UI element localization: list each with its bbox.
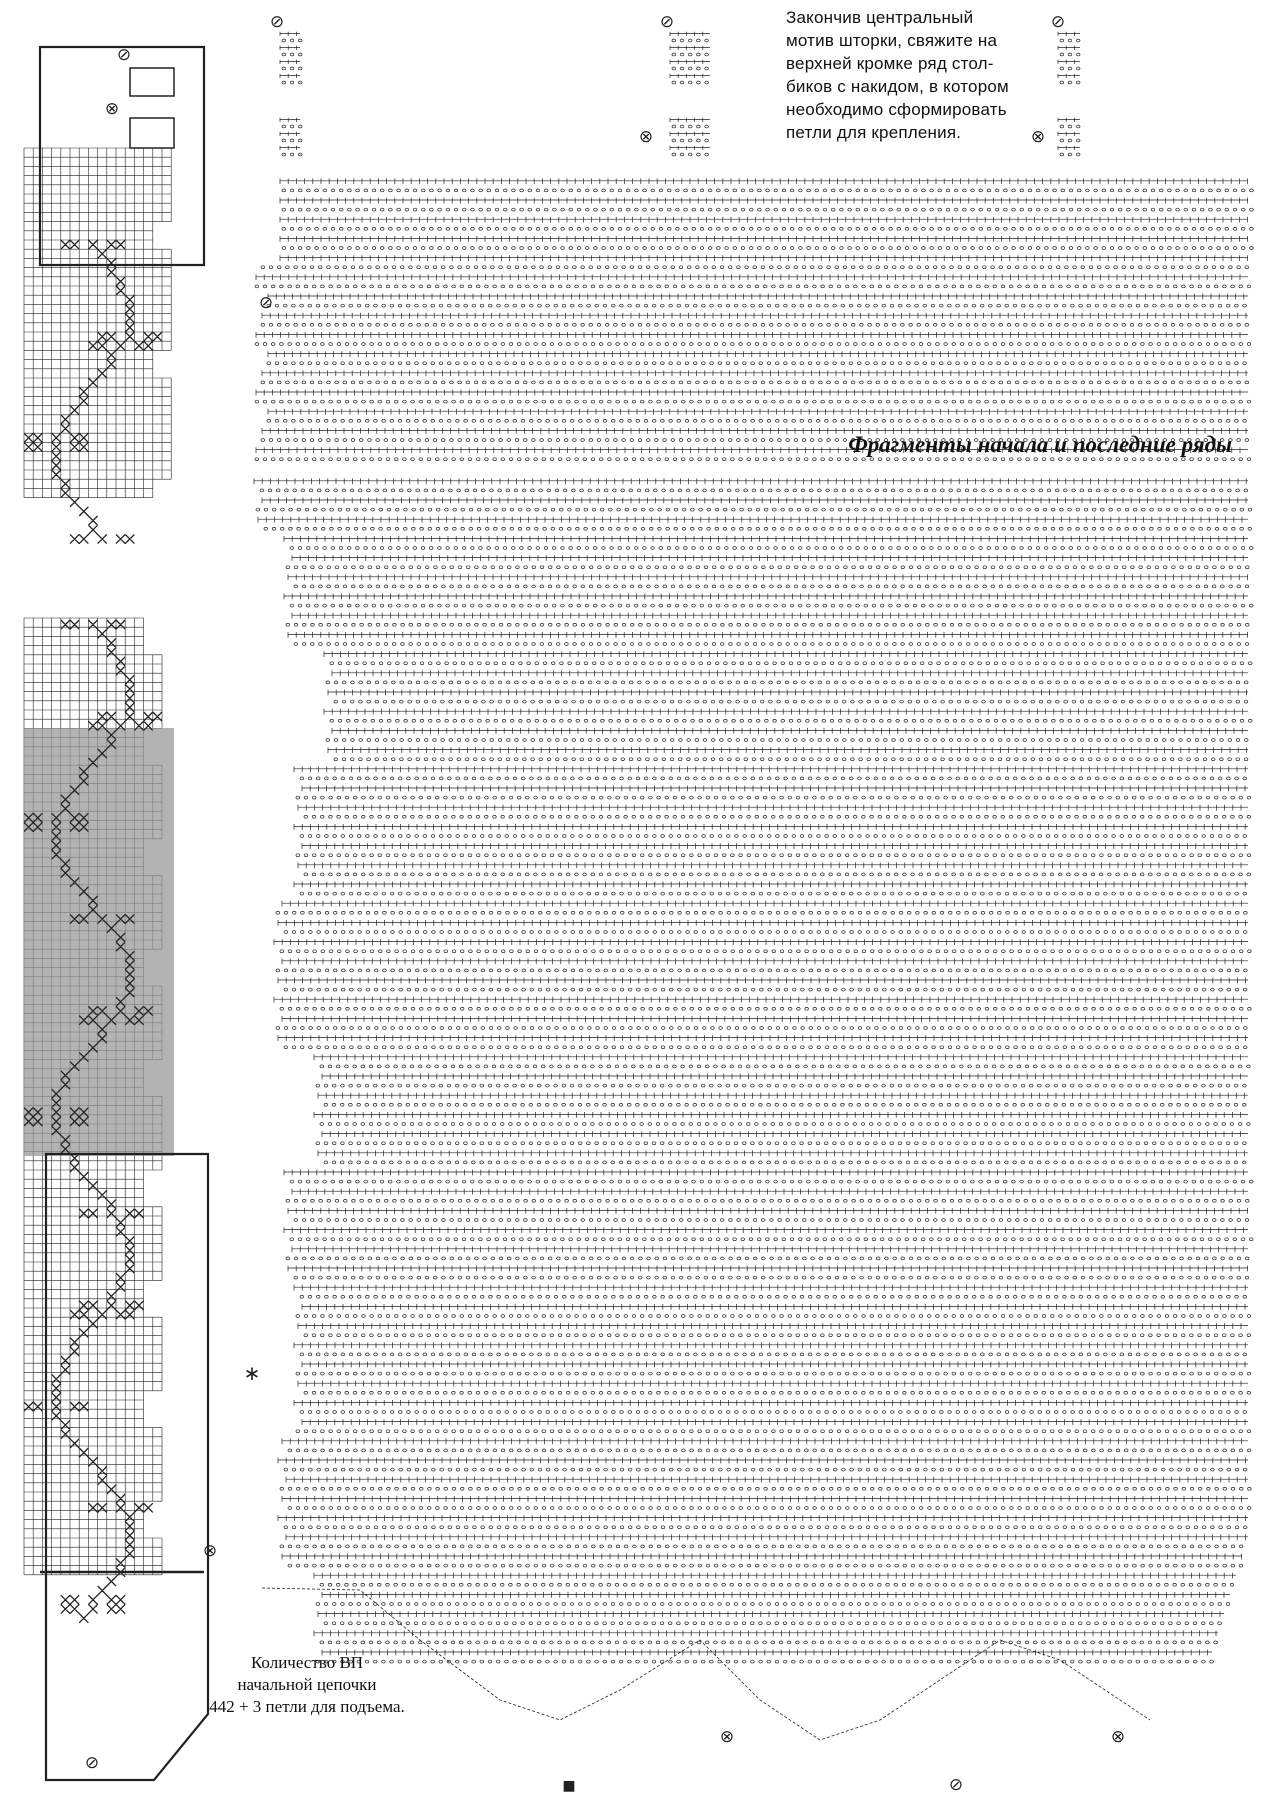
note-line: Закончив центральный xyxy=(786,8,974,27)
header-column-left xyxy=(280,32,302,84)
section-heading: Фрагменты начала и последние ряды xyxy=(848,432,1232,457)
end-marker-symbol: ■ xyxy=(562,1778,576,1794)
repeat-frame-top xyxy=(40,47,204,265)
strip-header-block xyxy=(130,118,174,148)
start-symbol: ⊘ xyxy=(269,12,285,32)
join-symbol: ⊗ xyxy=(719,1727,735,1747)
start-symbol: ⊘ xyxy=(948,1775,964,1795)
instruction-note xyxy=(786,6,1036,144)
vine-motif-top xyxy=(24,240,162,544)
caption-line: Количество ВП xyxy=(250,1653,364,1672)
note-line: мотив шторки, свяжите на xyxy=(786,31,998,50)
header-column-mid-lower xyxy=(670,118,710,156)
start-symbol: ⊘ xyxy=(84,1753,100,1773)
shaded-repeat-area xyxy=(24,728,174,1156)
join-symbol: ⊗ xyxy=(1110,1727,1126,1747)
join-symbol: ⊗ xyxy=(104,99,120,119)
join-symbol: ⊗ xyxy=(638,127,654,147)
chain-count-caption xyxy=(176,1652,438,1718)
join-symbol: ⊗ xyxy=(202,1541,218,1561)
note-line: петли для крепления. xyxy=(786,123,962,142)
note-line: биков с накидом, в котором xyxy=(786,77,1009,96)
start-symbol: ⊘ xyxy=(258,293,274,313)
start-symbol: ⊘ xyxy=(116,45,132,65)
header-column-mid xyxy=(670,32,710,84)
header-column-left-lower xyxy=(280,118,302,156)
upper-chart-rows xyxy=(255,178,1253,460)
start-symbol: ⊘ xyxy=(659,12,675,32)
note-line: верхней кромке ряд стол- xyxy=(786,54,994,73)
header-column-right xyxy=(1058,32,1080,84)
note-line: необходимо сформировать xyxy=(786,100,1007,119)
start-symbol: ⊘ xyxy=(1050,12,1066,32)
strip-header-block xyxy=(130,68,174,96)
repeat-symbol: ∗ xyxy=(243,1361,261,1385)
caption-line: 442 + 3 петли для подъема. xyxy=(209,1697,405,1716)
join-symbol: ⊗ xyxy=(1030,127,1046,147)
header-column-right-lower xyxy=(1058,118,1080,156)
crochet-stitch-chart xyxy=(254,32,1253,1740)
filet-grid-strip xyxy=(24,47,208,1780)
main-chart-rows xyxy=(254,478,1253,1663)
strip-top-grid xyxy=(24,148,171,498)
caption-line: начальной цепочки xyxy=(237,1675,377,1694)
